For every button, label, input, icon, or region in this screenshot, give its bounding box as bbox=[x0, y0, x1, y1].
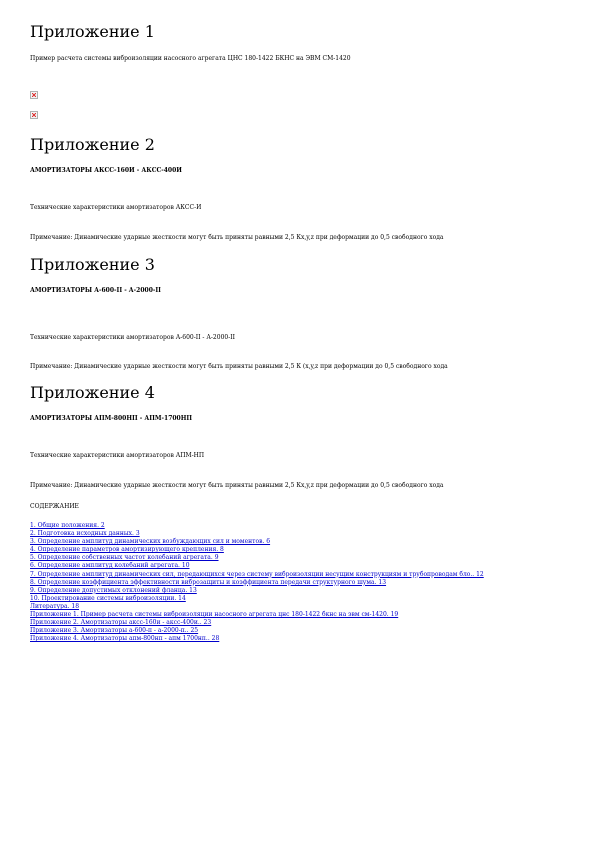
toc-list bbox=[30, 522, 570, 643]
appendix-2-title: АМОРТИЗАТОРЫ АКСС-160И - АКСС-400И bbox=[30, 167, 182, 174]
toc-link[interactable]: 4. Определение параметров амортизирующего крепления. 8 bbox=[30, 546, 224, 554]
toc-link[interactable]: Литература. 18 bbox=[30, 602, 80, 610]
toc-link[interactable]: 9. Определение допустимых отклонений фланца. 13 bbox=[30, 586, 197, 594]
toc-link[interactable]: Приложение 2. Амортизаторы аксс-160и - аксс-400и.. 23 bbox=[30, 619, 212, 627]
appendix-2-heading: Приложение 2 bbox=[30, 135, 155, 154]
appendix-3-title: АМОРТИЗАТОРЫ А-600-II - А-2000-II bbox=[30, 287, 161, 294]
toc-link[interactable]: 3. Определение амплитуд динамических возбуждающих сил и моментов. 6 bbox=[30, 538, 271, 546]
toc-link[interactable]: 6. Определение амплитуд колебаний агрегата. 10 bbox=[30, 562, 190, 570]
appendix-4-note: Примечание: Динамические ударные жесткости могут быть приняты равными 2,5 Кx,y,z при деформации до 0,5 свободного хода bbox=[30, 482, 444, 489]
broken-image-icon bbox=[30, 91, 38, 99]
toc-link[interactable]: 10. Проектирование системы виброизоляции. 14 bbox=[30, 594, 186, 602]
appendix-3-specs: Технические характеристики амортизаторов А-600-II - А-2000-II bbox=[30, 334, 235, 341]
appendix-1-heading: Приложение 1 bbox=[30, 22, 155, 41]
toc-link[interactable]: 5. Определение собственных частот колебаний агрегата. 9 bbox=[30, 554, 219, 562]
appendix-4-title: АМОРТИЗАТОРЫ АПМ-800НП - АПМ-1700НП bbox=[30, 415, 193, 422]
toc-link[interactable]: Приложение 4. Амортизаторы апм-800нп - апм 1700нп.. 28 bbox=[30, 635, 220, 643]
appendix-2-specs: Технические характеристики амортизаторов АКСС-И bbox=[30, 204, 202, 211]
toc-link[interactable]: 7. Определение амплитуд динамических сил, передающихся через систему виброизоляции несущим конструкциям и трубопроводам бло.. 12 bbox=[30, 570, 484, 578]
toc-link[interactable]: 8. Определение коэффициента эффективности виброзащиты и коэффициента передачи структурного шума. 13 bbox=[30, 578, 387, 586]
appendix-1-caption: Пример расчета системы виброизоляции насосного агрегата ЦНС 180-1422 БКНС на ЭВМ СМ-1420 bbox=[30, 55, 351, 62]
appendix-3-note: Примечание: Динамические ударные жесткости могут быть приняты равными 2,5 К (x,y,z при деформации до 0,5 свободного хода bbox=[30, 363, 448, 370]
toc-link[interactable]: 1. Общие положения. 2 bbox=[30, 522, 105, 529]
toc-link[interactable]: Приложение 1. Пример расчета системы виброизоляции насосного агрегата цнс 180-1422 бкнс на эвм см-1420. 19 bbox=[30, 611, 399, 619]
toc-link[interactable]: Приложение 3. Амортизаторы а-600-п - а-2000-п.. 25 bbox=[30, 627, 199, 635]
appendix-4-specs: Технические характеристики амортизаторов АПМ-НП bbox=[30, 452, 205, 459]
appendix-2-note: Примечание: Динамические ударные жесткости могут быть приняты равными 2,5 Кx,y,z при деформации до 0,5 свободного хода bbox=[30, 234, 444, 241]
toc-title: СОДЕРЖАНИЕ bbox=[30, 503, 79, 510]
appendix-4-heading: Приложение 4 bbox=[30, 383, 155, 402]
appendix-3-heading: Приложение 3 bbox=[30, 255, 155, 274]
toc-link[interactable]: 2. Подготовка исходных данных. 3 bbox=[30, 530, 140, 538]
broken-image-icon bbox=[30, 111, 38, 119]
